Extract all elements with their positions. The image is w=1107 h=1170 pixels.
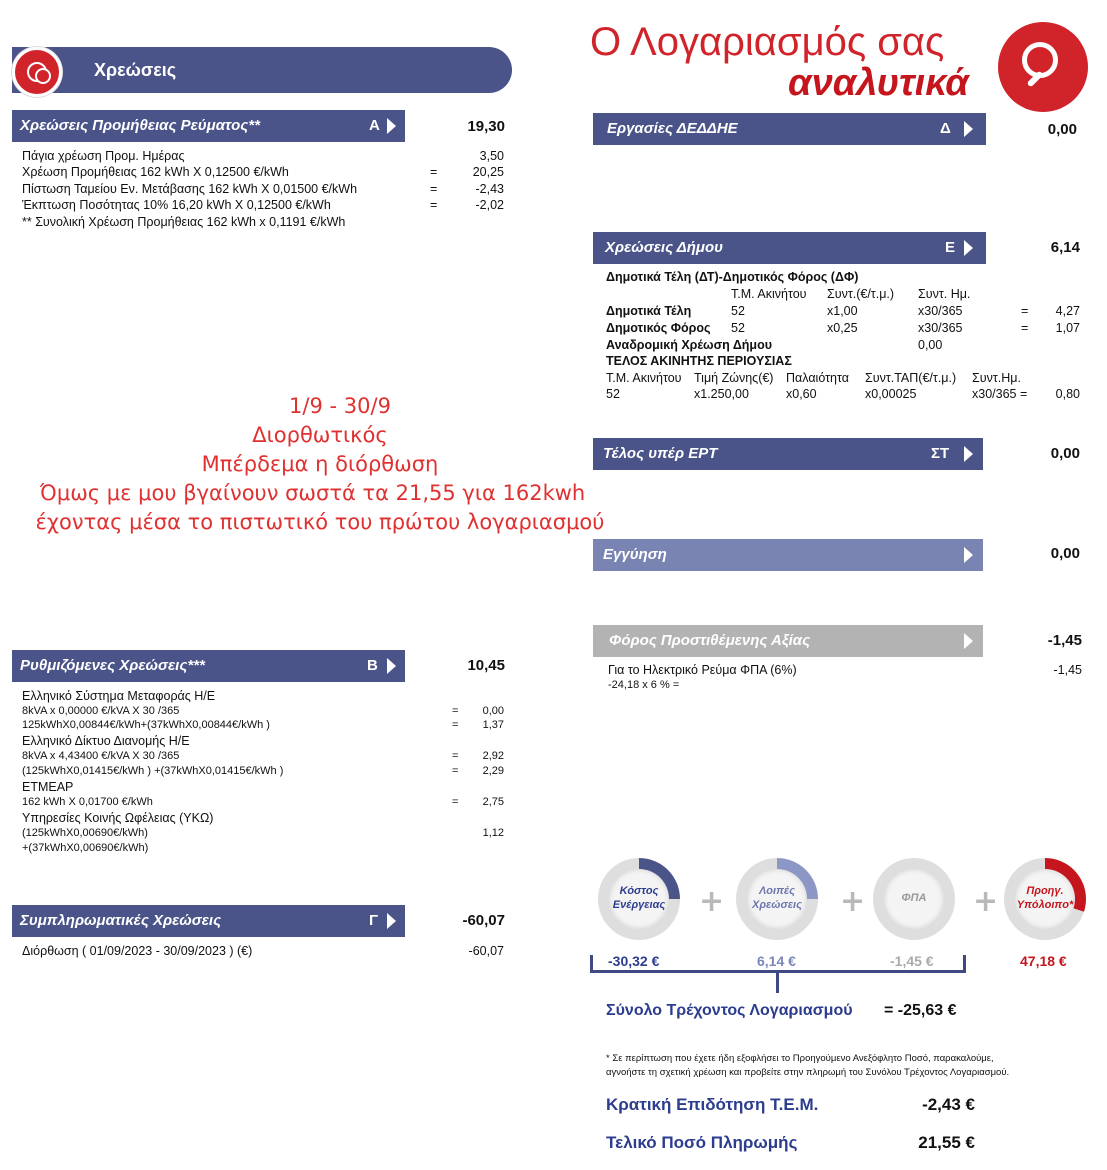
section-bar-supplementary[interactable] — [12, 905, 405, 937]
section-code: Γ — [369, 912, 379, 929]
tap-value: x0,60 — [786, 387, 817, 401]
section-label: Χρεώσεις Δήμου — [605, 239, 723, 256]
section-label: Ρυθμιζόμενες Χρεώσεις*** — [20, 657, 205, 674]
line-value: 1,37 — [482, 719, 504, 731]
tap-header: Συντ.Ημ. — [972, 371, 1021, 385]
section-bar-ert[interactable] — [593, 438, 983, 470]
section-code: Β — [367, 657, 378, 674]
chevron-right-icon — [387, 658, 396, 674]
section-bar-guarantee[interactable] — [593, 539, 983, 571]
vat-line-calc: -24,18 x 6 % = — [608, 679, 680, 691]
other-charges-donut: Λοιπές Χρεώσεις — [736, 858, 818, 940]
energy-cost-donut: Κόστος Ενέργειας — [598, 858, 680, 940]
other-charges-value: 6,14 € — [757, 953, 796, 969]
tap-value: x1.250,00 — [694, 387, 749, 401]
chevron-right-icon — [964, 121, 973, 137]
subsidy-label: Κρατική Επιδότηση Τ.Ε.Μ. — [606, 1095, 819, 1114]
tap-value: 52 — [606, 387, 620, 401]
chevron-right-icon — [964, 240, 973, 256]
municipal-days: x30/365 — [918, 304, 963, 318]
tap-header: Παλαιότητα — [786, 371, 849, 385]
line-value: -2,02 — [475, 198, 504, 212]
column-header: Συντ.(€/τ.μ.) — [827, 287, 895, 301]
equals-sign: = — [430, 165, 438, 179]
annotation-line: Όμως με μου βγαίνουν σωστά τα 21,55 για 162kwh — [39, 481, 586, 505]
footnote-line: * Σε περίπτωση που έχετε ήδη εξοφλήσει το Προηγούμενο Ανεξόφλητο Ποσό, παρακαλούμε, — [606, 1053, 994, 1064]
section-label: Συμπληρωματικές Χρεώσεις — [20, 912, 222, 929]
total-label: Σύνολο Τρέχοντος Λογαριασμού — [606, 1002, 853, 1019]
chevron-right-icon — [964, 446, 973, 462]
section-bar-municipal[interactable] — [593, 232, 986, 264]
previous-balance-donut: Προηγ. Υπόλοιπο* — [1004, 858, 1086, 940]
line-text: +(37kWhX0,00690€/kWh) — [22, 842, 149, 854]
tap-result: 0,80 — [1055, 387, 1080, 401]
section-bar-supply[interactable] — [12, 110, 405, 142]
municipal-days: x30/365 — [918, 321, 963, 335]
annotation-line: έχοντας μέσα το πιστωτικό του πρώτου λογαριασμού — [35, 510, 605, 534]
section-amount: 0,00 — [1050, 445, 1080, 462]
charges-header-band — [12, 47, 512, 93]
municipal-row-label: Δημοτικά Τέλη — [606, 304, 692, 318]
plus-icon: + — [699, 884, 725, 919]
section-amount: -1,45 — [1047, 632, 1082, 649]
plus-icon: + — [840, 884, 866, 919]
equals-sign: = — [452, 750, 459, 762]
tap-header: Τ.Μ. Ακινήτου — [606, 371, 682, 385]
summary-bracket — [590, 955, 966, 973]
line-text: 8kVA x 4,43400 €/kVA X 30 /365 — [22, 750, 180, 762]
section-label: Χρεώσεις Προμήθειας Ρεύματος** — [20, 117, 260, 134]
section-bar-regulated[interactable] — [12, 650, 405, 682]
section-amount: 0,00 — [1047, 121, 1077, 138]
line-value: 1,12 — [482, 827, 504, 839]
section-code: Ε — [945, 239, 956, 256]
tap-header: Συντ.ΤΑΠ(€/τ.μ.) — [865, 371, 957, 385]
municipal-sqm: 52 — [731, 321, 745, 335]
line-text: Πάγια χρέωση Προμ. Ημέρας — [22, 149, 185, 163]
line-text: Έκπτωση Ποσότητας 10% 16,20 kWh X 0,12500 €/kWh — [22, 198, 331, 212]
line-value: 3,50 — [479, 149, 504, 163]
section-bar-vat[interactable] — [593, 625, 983, 657]
line-heading: Υπηρεσίες Κοινής Ωφέλειας (ΥΚΩ) — [22, 811, 214, 825]
municipal-row-label: Δημοτικός Φόρος — [606, 321, 711, 335]
line-text: 125kWhX0,00844€/kWh+(37kWhX0,00844€/kWh ) — [22, 719, 270, 731]
line-value: 2,29 — [482, 765, 504, 777]
vat-line-value: -1,45 — [1053, 663, 1082, 677]
line-heading: Ελληνικό Δίκτυο Διανομής Η/Ε — [22, 734, 190, 748]
equals-sign: = — [452, 765, 459, 777]
footnote-line: αγνοήστε τη σχετική χρέωση και προβείτε στην πληρωμή του Συνόλου Τρέχοντος Λογαριασμού. — [606, 1067, 1010, 1078]
equals-sign: = — [1021, 304, 1029, 318]
line-text: 162 kWh X 0,01700 €/kWh — [22, 796, 153, 808]
section-code: Δ — [940, 120, 951, 137]
magnifier-icon — [998, 22, 1088, 112]
chevron-right-icon — [964, 633, 973, 649]
section-label: Εγγύηση — [603, 546, 667, 563]
chevron-right-icon — [964, 547, 973, 563]
section-amount: 0,00 — [1050, 545, 1080, 562]
line-text: Χρέωση Προμήθειας 162 kWh X 0,12500 €/kWh — [22, 165, 289, 179]
section-label: Εργασίες ΔΕΔΔΗΕ — [607, 120, 738, 137]
section-bar-deddie[interactable] — [593, 113, 986, 145]
previous-balance-value: 47,18 € — [1020, 953, 1067, 969]
section-amount: 10,45 — [467, 657, 505, 674]
page-title: Ο Λογαριασμός σας — [590, 20, 945, 64]
tap-value: x0,00025 — [865, 387, 917, 401]
line-value: 2,75 — [482, 796, 504, 808]
charges-header-label: Χρεώσεις — [94, 60, 177, 80]
equals-sign: = — [452, 705, 459, 717]
section-label: Φόρος Προστιθέμενης Αξίας — [609, 632, 811, 649]
line-value: 20,25 — [472, 165, 504, 179]
column-header: Συντ. Ημ. — [918, 287, 971, 301]
vat-donut: ΦΠΑ — [873, 858, 955, 940]
line-heading: Ελληνικό Σύστημα Μεταφοράς Η/Ε — [22, 689, 216, 703]
municipal-value: 4,27 — [1055, 304, 1080, 318]
line-value: -2,43 — [475, 182, 504, 196]
tap-header: Τιμή Ζώνης(€) — [694, 371, 774, 385]
total-value: = -25,63 € — [884, 1002, 957, 1019]
column-header: Τ.Μ. Ακινήτου — [731, 287, 807, 301]
line-value: 2,92 — [482, 750, 504, 762]
municipal-heading: Δημοτικά Τέλη (ΔΤ)-Δημοτικός Φόρος (ΔΦ) — [606, 270, 859, 284]
retro-value: 0,00 — [918, 338, 943, 352]
line-text: ** Συνολική Χρέωση Προμήθειας 162 kWh x 0,1191 €/kWh — [22, 215, 346, 229]
retro-label: Αναδρομική Χρέωση Δήμου — [606, 338, 772, 352]
final-amount-value: 21,55 € — [918, 1133, 975, 1152]
section-code: Α — [369, 117, 380, 134]
section-amount: 19,30 — [467, 118, 505, 135]
section-amount: -60,07 — [462, 912, 505, 929]
equals-sign: = — [430, 198, 438, 212]
energy-cost-value: -30,32 € — [608, 953, 660, 969]
equals-sign: = — [452, 719, 459, 731]
municipal-coef: x0,25 — [827, 321, 858, 335]
section-code: ΣΤ — [931, 445, 950, 462]
equals-sign: = — [452, 796, 459, 808]
vat-line-text: Για το Ηλεκτρικό Ρεύμα ΦΠΑ (6%) — [608, 663, 797, 677]
line-text: (125kWhX0,01415€/kWh ) +(37kWhX0,01415€/kWh ) — [22, 765, 284, 777]
page-subtitle: αναλυτικά — [788, 62, 969, 104]
municipal-value: 1,07 — [1055, 321, 1080, 335]
chevron-right-icon — [387, 913, 396, 929]
annotation-line: Διορθωτικός — [252, 423, 388, 447]
final-amount-label: Τελικό Ποσό Πληρωμής — [606, 1133, 798, 1152]
chevron-right-icon — [387, 118, 396, 134]
section-amount: 6,14 — [1050, 239, 1080, 256]
line-text: Πίστωση Ταμείου Εν. Μετάβασης 162 kWh X 0,01500 €/kWh — [22, 182, 358, 196]
line-value: 0,00 — [482, 705, 504, 717]
municipal-sqm: 52 — [731, 304, 745, 318]
municipal-coef: x1,00 — [827, 304, 858, 318]
plus-icon: + — [973, 884, 999, 919]
line-text: (125kWhX0,00690€/kWh) — [22, 827, 148, 839]
line-heading: ΕΤΜΕΑΡ — [22, 780, 74, 794]
line-text: 8kVA x 0,00000 €/kVA X 30 /365 — [22, 705, 180, 717]
coins-icon — [12, 47, 62, 97]
vat-value: -1,45 € — [890, 953, 934, 969]
line-text: Διόρθωση ( 01/09/2023 - 30/09/2023 ) (€) — [22, 944, 253, 958]
annotation-line: Μπέρδεμα η διόρθωση — [201, 452, 439, 476]
tap-value: x30/365 = — [972, 387, 1028, 401]
equals-sign: = — [430, 182, 438, 196]
summary-bracket-stem — [776, 973, 779, 993]
tap-heading: ΤΕΛΟΣ ΑΚΙΝΗΤΗΣ ΠΕΡΙΟΥΣΙΑΣ — [606, 354, 792, 368]
equals-sign: = — [1021, 321, 1029, 335]
annotation-line: 1/9 - 30/9 — [289, 394, 391, 418]
section-label: Τέλος υπέρ ΕΡΤ — [603, 445, 718, 462]
line-value: -60,07 — [468, 944, 504, 958]
subsidy-value: -2,43 € — [922, 1095, 975, 1114]
